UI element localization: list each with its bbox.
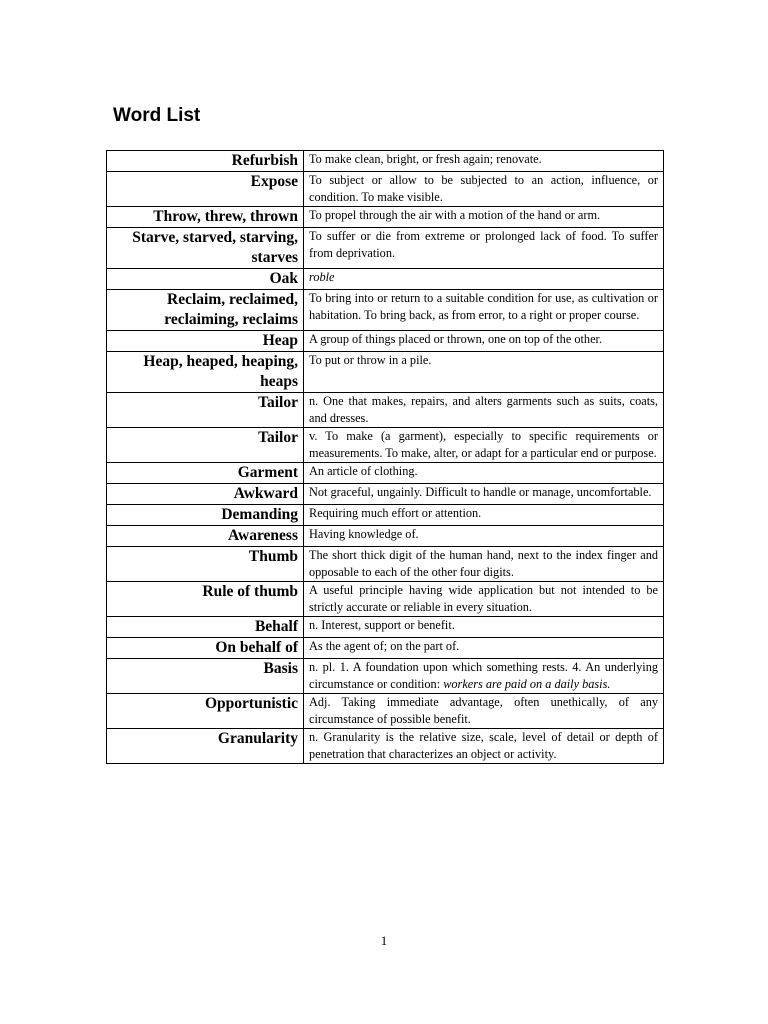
term-cell: Tailor xyxy=(107,393,304,428)
page-number: 1 xyxy=(380,933,388,948)
term-cell: Expose xyxy=(107,172,304,207)
definition-text: n. pl. 1. A foundation upon which something rests. 4. An underlying circumstance or condition: xyxy=(309,660,658,691)
definition-cell xyxy=(304,659,664,694)
definition-cell xyxy=(304,393,664,428)
table-row xyxy=(107,505,664,526)
word-list-table xyxy=(106,150,664,764)
definition-cell xyxy=(304,582,664,617)
definition-cell xyxy=(304,352,664,393)
definition-cell xyxy=(304,617,664,638)
table-row xyxy=(107,694,664,729)
term-cell: Garment xyxy=(107,463,304,484)
definition-cell xyxy=(304,151,664,172)
definition-cell xyxy=(304,428,664,463)
term-cell: Behalf xyxy=(107,617,304,638)
table-row xyxy=(107,331,664,352)
definition-text: To subject or allow to be subjected to an action, influence, or condition. To make visible. xyxy=(309,173,658,204)
term-cell: Refurbish xyxy=(107,151,304,172)
definition-text: The short thick digit of the human hand, next to the index finger and opposable to each of the other four digits. xyxy=(309,548,658,579)
definition-cell xyxy=(304,484,664,505)
definition-text: n. Granularity is the relative size, scale, level of detail or depth of penetration that characterizes an object or activity. xyxy=(309,730,658,761)
table-row xyxy=(107,638,664,659)
table-row xyxy=(107,290,664,331)
table-row xyxy=(107,729,664,764)
definition-text: To make clean, bright, or fresh again; renovate. xyxy=(309,152,542,166)
definition-text: Adj. Taking immediate advantage, often unethically, of any circumstance of possible benefit. xyxy=(309,695,658,726)
definition-text: n. Interest, support or benefit. xyxy=(309,618,455,632)
definition-text: To bring into or return to a suitable condition for use, as cultivation or habitation. To bring back, as from error, to a right or proper course. xyxy=(309,291,658,322)
definition-cell xyxy=(304,547,664,582)
term-cell: Throw, threw, thrown xyxy=(107,207,304,228)
definition-text: Having knowledge of. xyxy=(309,527,419,541)
table-row xyxy=(107,526,664,547)
term-cell: Tailor xyxy=(107,428,304,463)
table-row xyxy=(107,207,664,228)
term-cell: On behalf of xyxy=(107,638,304,659)
table-row xyxy=(107,582,664,617)
term-cell: Basis xyxy=(107,659,304,694)
term-cell: Heap xyxy=(107,331,304,352)
table-row xyxy=(107,151,664,172)
term-cell: Heap, heaped, heaping, heaps xyxy=(107,352,304,393)
definition-cell xyxy=(304,290,664,331)
term-cell: Starve, starved, starving, starves xyxy=(107,228,304,269)
definition-cell xyxy=(304,694,664,729)
table-row xyxy=(107,617,664,638)
term-cell: Awareness xyxy=(107,526,304,547)
term-cell: Opportunistic xyxy=(107,694,304,729)
definition-text: Not graceful, ungainly. Difficult to handle or manage, uncomfortable. xyxy=(309,485,652,499)
definition-cell xyxy=(304,172,664,207)
term-cell: Awkward xyxy=(107,484,304,505)
definition-cell xyxy=(304,269,664,290)
definition-text: Requiring much effort or attention. xyxy=(309,506,482,520)
table-row xyxy=(107,352,664,393)
definition-text: As the agent of; on the part of. xyxy=(309,639,460,653)
definition-cell xyxy=(304,207,664,228)
definition-cell xyxy=(304,638,664,659)
term-cell: Demanding xyxy=(107,505,304,526)
definition-text: A group of things placed or thrown, one on top of the other. xyxy=(309,332,603,346)
definition-cell xyxy=(304,331,664,352)
term-cell: Oak xyxy=(107,269,304,290)
table-row xyxy=(107,463,664,484)
definition-italic-text: roble xyxy=(309,270,335,284)
definition-text: To propel through the air with a motion of the hand or arm. xyxy=(309,208,601,222)
table-row xyxy=(107,547,664,582)
definition-cell xyxy=(304,228,664,269)
definition-cell xyxy=(304,463,664,484)
term-cell: Granularity xyxy=(107,729,304,764)
table-row xyxy=(107,393,664,428)
table-row xyxy=(107,428,664,463)
definition-text: To suffer or die from extreme or prolonged lack of food. To suffer from deprivation. xyxy=(309,229,658,260)
term-cell: Rule of thumb xyxy=(107,582,304,617)
table-row xyxy=(107,269,664,290)
page-title: Word List xyxy=(113,105,201,126)
definition-text: To put or throw in a pile. xyxy=(309,353,432,367)
definition-text: n. One that makes, repairs, and alters garments such as suits, coats, and dresses. xyxy=(309,394,658,425)
table-row xyxy=(107,484,664,505)
definition-text: v. To make (a garment), especially to specific requirements or measurements. To make, alter, or adapt for a particular end or purpose. xyxy=(309,429,658,460)
definition-text: An article of clothing. xyxy=(309,464,418,478)
definition-cell xyxy=(304,526,664,547)
term-cell: Reclaim, reclaimed, reclaiming, reclaims xyxy=(107,290,304,331)
table-row xyxy=(107,228,664,269)
table-row xyxy=(107,172,664,207)
definition-italic-text: workers are paid on a daily basis. xyxy=(443,677,611,691)
definition-cell xyxy=(304,729,664,764)
term-cell: Thumb xyxy=(107,547,304,582)
definition-text: A useful principle having wide application but not intended to be strictly accurate or reliable in every situation. xyxy=(309,583,658,614)
table-row xyxy=(107,659,664,694)
definition-cell xyxy=(304,505,664,526)
